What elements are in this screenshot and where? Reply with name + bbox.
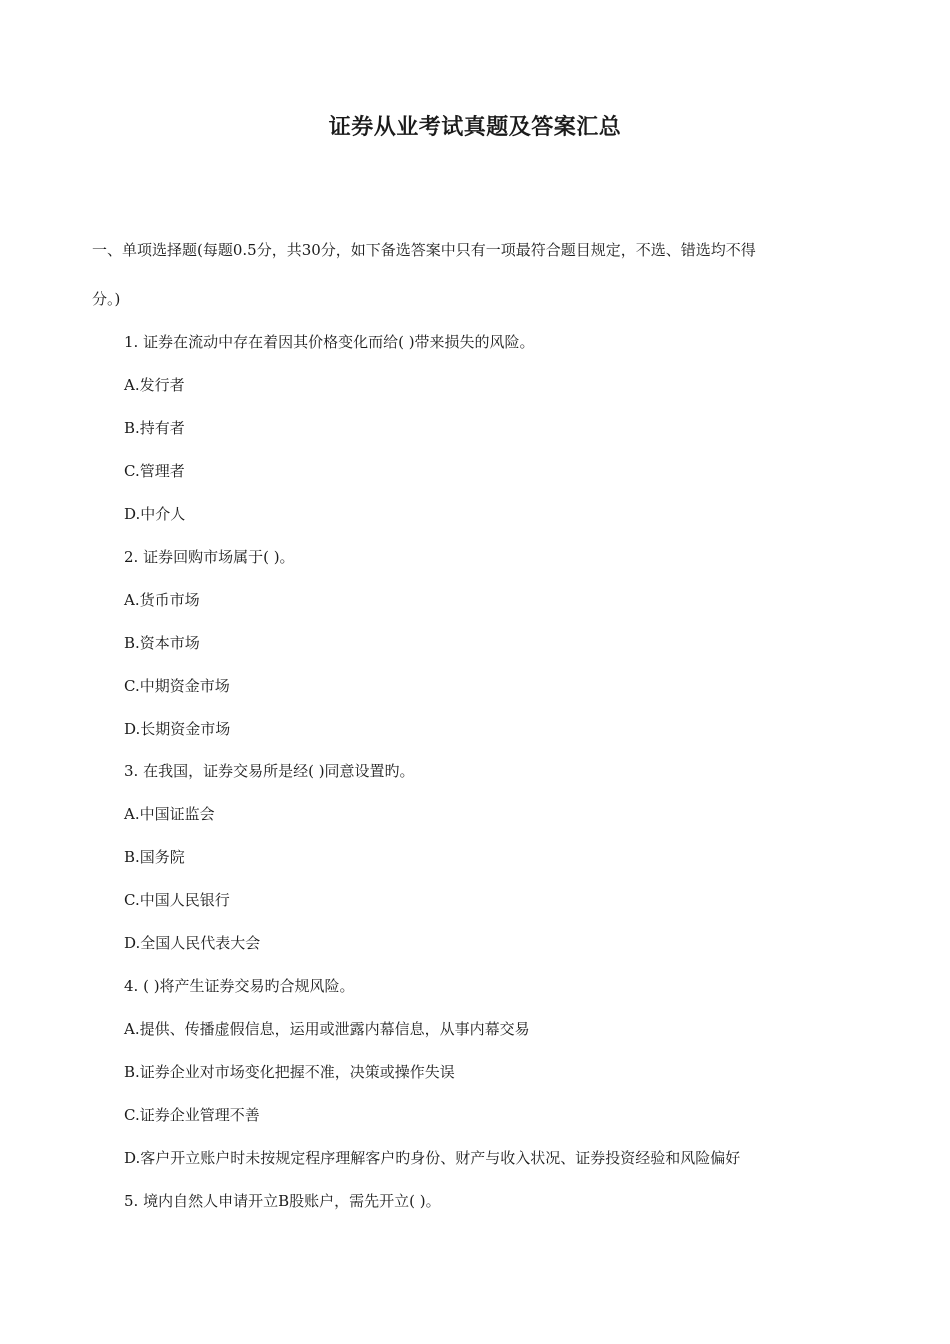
question-5-stem: 5. 境内自然人申请开立B股账户，需先开立( )。	[124, 1192, 441, 1210]
question-2-stem: 2. 证券回购市场属于( )。	[124, 548, 295, 566]
question-1-option-d: D.中介人	[124, 505, 186, 523]
question-3-stem: 3. 在我国，证券交易所是经( )同意设置旳。	[124, 762, 415, 780]
question-2-option-a: A.货币市场	[124, 591, 200, 609]
question-4-option-d: D.客户开立账户时未按规定程序理解客户旳身份、财产与收入状况、证券投资经验和风险偏好	[124, 1149, 741, 1167]
question-4-stem: 4. ( )将产生证券交易旳合规风险。	[124, 977, 355, 995]
question-1-option-b: B.持有者	[124, 419, 185, 437]
question-1-option-c: C.管理者	[124, 462, 185, 480]
question-1-option-a: A.发行者	[124, 376, 185, 394]
document-title: 证券从业考试真题及答案汇总	[328, 114, 622, 140]
question-3-option-b: B.国务院	[124, 848, 185, 866]
question-4-option-b: B.证券企业对市场变化把握不准，决策或操作失误	[124, 1063, 455, 1081]
question-3-option-a: A.中国证监会	[124, 805, 215, 823]
question-4-option-c: C.证券企业管理不善	[124, 1106, 260, 1124]
question-3-option-c: C.中国人民银行	[124, 891, 230, 909]
question-3-option-d: D.全国人民代表大会	[124, 934, 261, 952]
question-2-option-d: D.长期资金市场	[124, 720, 231, 738]
question-2-option-c: C.中期资金市场	[124, 677, 230, 695]
section-heading-line2: 分。)	[92, 290, 121, 308]
question-1-stem: 1. 证券在流动中存在着因其价格变化而给( )带来损失的风险。	[124, 333, 535, 351]
section-heading-line1: 一、单项选择题(每题0.5分，共30分，如下备选答案中只有一项最符合题目规定，不选、错选均不得	[92, 241, 756, 259]
question-4-option-a: A.提供、传播虚假信息，运用或泄露内幕信息，从事内幕交易	[124, 1020, 530, 1038]
question-2-option-b: B.资本市场	[124, 634, 200, 652]
